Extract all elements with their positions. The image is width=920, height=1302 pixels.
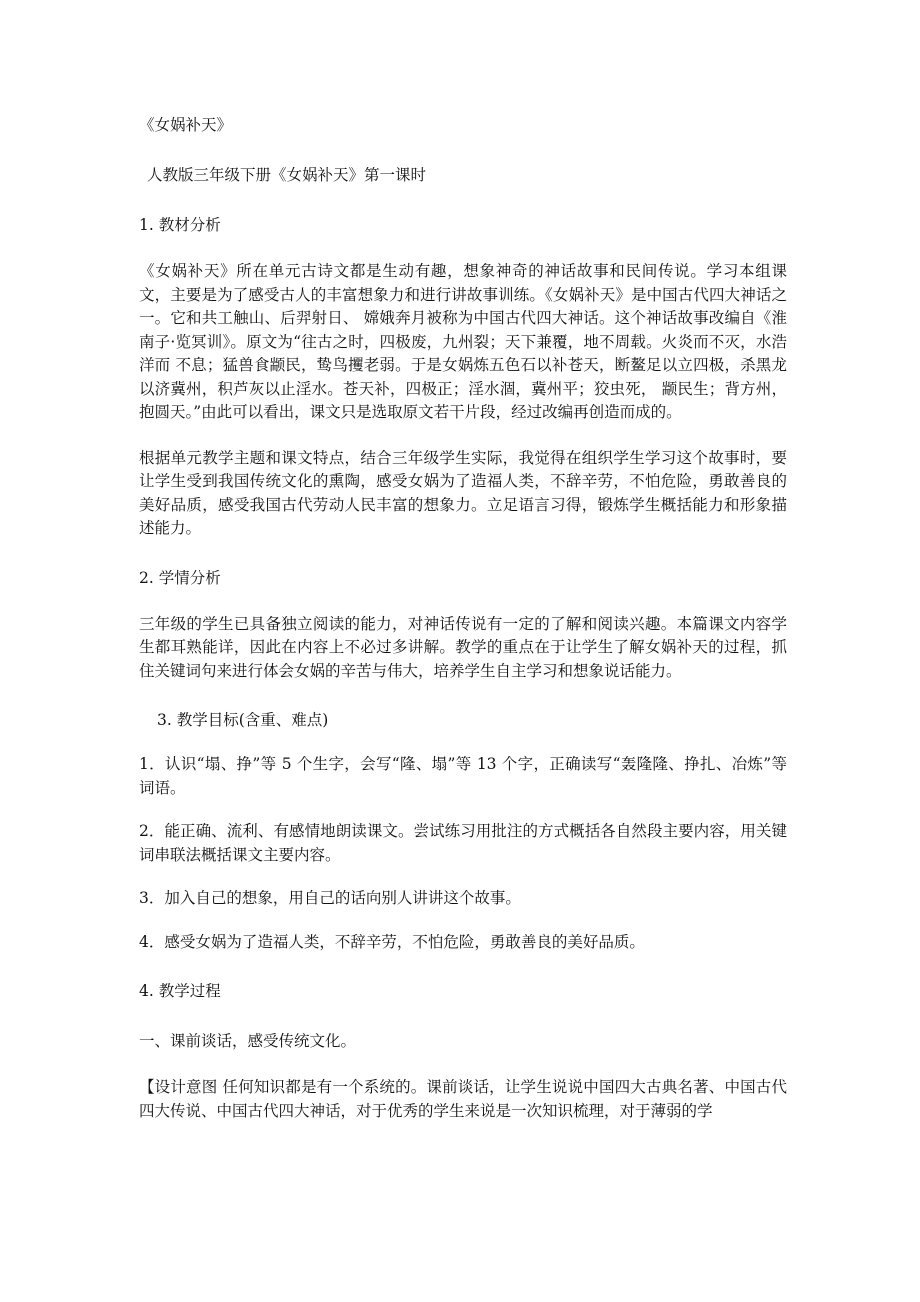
paragraph-student-analysis: 三年级的学生已具备独立阅读的能力，对神话传说有一定的了解和阅读兴趣。本篇课文内容学生都耳熟能详，因此在内容上不必过多讲解。教学的重点在于让学生了解女娲补天的过程，抓住关键词句来进行体会女娲的辛苦与伟大，培养学生自主学习和想象说话能力。 (139, 614, 787, 680)
list-item-goal-2: 2．能正确、流利、有感情地朗读课文。尝试练习用批注的方式概括各自然段主要内容，用关键词串联法概括课文主要内容。 (139, 822, 787, 864)
document-body (139, 112, 787, 1123)
paragraph-design-intent: 【设计意图 任何知识都是有一个系统的。课前谈话，让学生说说中国四大古典名著、中国古代四大传说、中国古代四大神话，对于优秀的学生来说是一次知识梳理，对于薄弱的学 (139, 1078, 787, 1120)
list-item-goal-4: 4．感受女娲为了造福人类，不辞辛劳，不怕危险，勇敢善良的美好品质。 (139, 932, 645, 951)
document-title: 《女娲补天》 (139, 116, 233, 134)
paragraph-textbook-analysis: 《女娲补天》所在单元古诗文都是生动有趣，想象神奇的神话故事和民间传说。学习本组课文，主要是为了感受古人的丰富想象力和进行讲故事训练。《女娲补天》是中国古代四大神话之一。它和共工触山、后羿射日、 嫦娥奔月被称为中国古代四大神话。这个神话故事改编自《淮南子·览冥训》。原文为“往古之时，四极废，九州裂；天下兼覆，地不周载。火炎而不灭，水浩洋而 不息；猛兽食颛民，鸷鸟攫老弱。于是女娲炼五色石以补苍天，断鳌足以立四极，杀黑龙以济冀州，积芦灰以止淫水。苍天补，四极正；淫水涸，冀州平；狡虫死， 颛民生；背方州，抱圆天。”由此可以看出，课文只是选取原文若干片段，经过改编再创造而成的。 (139, 262, 787, 421)
paragraph-teaching-approach: 根据单元教学主题和课文特点，结合三年级学生实际，我觉得在组织学生学习这个故事时，要让学生受到我国传统文化的熏陶，感受女娲为了造福人类，不辞辛劳，不怕危险，勇敢善良的美好品质，感受我国古代劳动人民丰富的想象力。立足语言习得，锻炼学生概括能力和形象描述能力。 (139, 448, 787, 537)
list-item-goal-1: 1．认识“塌、挣”等 5 个生字，会写“隆、塌”等 13 个字，正确读写“轰隆隆、挣扎、冶炼”等词语。 (139, 755, 787, 797)
section-heading-teaching-process: 4. 教学过程 (139, 982, 221, 1000)
section-heading-teaching-goals: 3. 教学目标(含重、难点) (157, 711, 329, 729)
section-heading-student-analysis: 2. 学情分析 (139, 568, 221, 587)
section-heading-textbook-analysis: 1. 教材分析 (139, 216, 221, 234)
document-subtitle: 人教版三年级下册《女娲补天》第一课时 (147, 166, 427, 184)
list-item-goal-3: 3．加入自己的想象，用自己的话向别人讲讲这个故事。 (139, 889, 521, 907)
step-heading-pre-class-talk: 一、课前谈话，感受传统文化。 (139, 1032, 357, 1050)
